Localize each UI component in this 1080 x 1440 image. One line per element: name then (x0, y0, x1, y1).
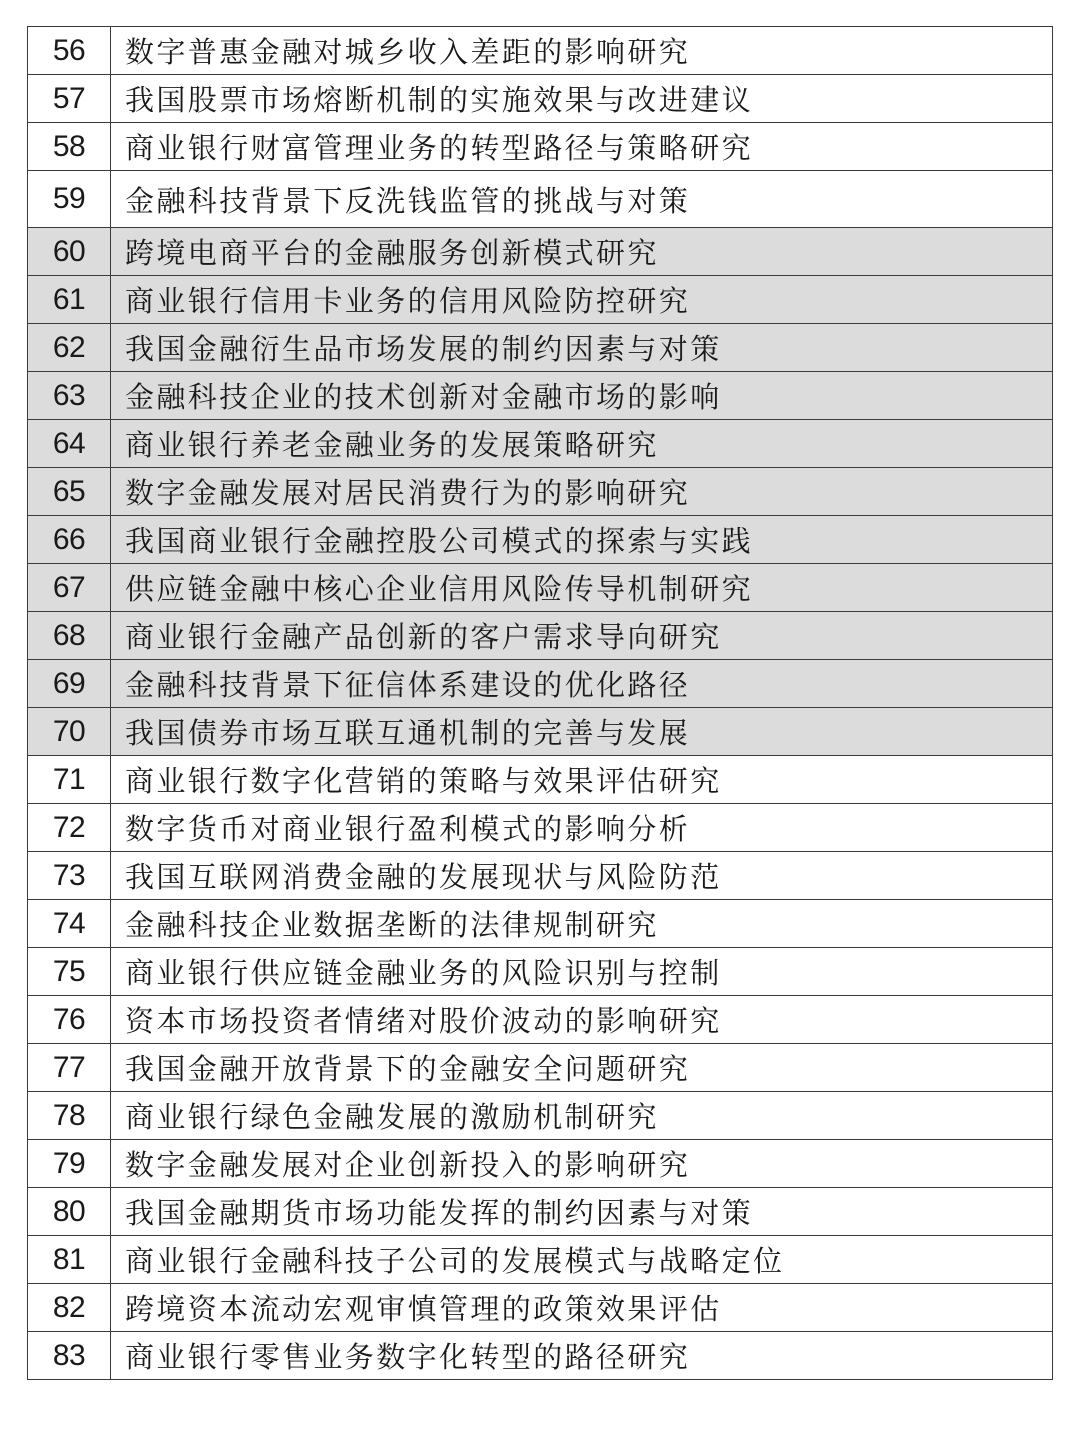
table-row (28, 27, 1053, 75)
row-title: 我国金融衍生品市场发展的制约因素与对策 (111, 324, 1053, 372)
table-row (28, 1044, 1053, 1092)
row-title: 我国互联网消费金融的发展现状与风险防范 (111, 852, 1053, 900)
row-title: 资本市场投资者情绪对股价波动的影响研究 (111, 996, 1053, 1044)
row-number: 77 (28, 1044, 111, 1092)
row-number: 76 (28, 996, 111, 1044)
row-title: 我国股票市场熔断机制的实施效果与改进建议 (111, 75, 1053, 123)
row-title: 供应链金融中核心企业信用风险传导机制研究 (111, 564, 1053, 612)
row-title: 商业银行供应链金融业务的风险识别与控制 (111, 948, 1053, 996)
topic-table (27, 26, 1053, 1380)
table-row (28, 948, 1053, 996)
row-number: 78 (28, 1092, 111, 1140)
row-title: 数字金融发展对居民消费行为的影响研究 (111, 468, 1053, 516)
row-title: 商业银行养老金融业务的发展策略研究 (111, 420, 1053, 468)
row-title: 跨境电商平台的金融服务创新模式研究 (111, 228, 1053, 276)
row-number: 74 (28, 900, 111, 948)
row-number: 57 (28, 75, 111, 123)
table-row (28, 228, 1053, 276)
row-title: 商业银行金融产品创新的客户需求导向研究 (111, 612, 1053, 660)
table-row (28, 1236, 1053, 1284)
row-number: 72 (28, 804, 111, 852)
row-number: 70 (28, 708, 111, 756)
table-row (28, 1188, 1053, 1236)
row-title: 金融科技企业数据垄断的法律规制研究 (111, 900, 1053, 948)
table-row (28, 1332, 1053, 1380)
table-row (28, 276, 1053, 324)
row-number: 81 (28, 1236, 111, 1284)
table-row (28, 612, 1053, 660)
table-row (28, 468, 1053, 516)
row-title: 商业银行零售业务数字化转型的路径研究 (111, 1332, 1053, 1380)
table-row (28, 123, 1053, 171)
row-number: 80 (28, 1188, 111, 1236)
row-number: 63 (28, 372, 111, 420)
row-title: 我国金融开放背景下的金融安全问题研究 (111, 1044, 1053, 1092)
row-number: 61 (28, 276, 111, 324)
table-row (28, 996, 1053, 1044)
topic-table-body (28, 27, 1053, 1380)
table-row (28, 1284, 1053, 1332)
row-number: 58 (28, 123, 111, 171)
row-number: 75 (28, 948, 111, 996)
row-number: 82 (28, 1284, 111, 1332)
row-title: 商业银行信用卡业务的信用风险防控研究 (111, 276, 1053, 324)
row-title: 数字金融发展对企业创新投入的影响研究 (111, 1140, 1053, 1188)
row-number: 59 (28, 171, 111, 228)
row-title: 跨境资本流动宏观审慎管理的政策效果评估 (111, 1284, 1053, 1332)
table-row (28, 804, 1053, 852)
table-row (28, 372, 1053, 420)
row-title: 数字普惠金融对城乡收入差距的影响研究 (111, 27, 1053, 75)
row-title: 数字货币对商业银行盈利模式的影响分析 (111, 804, 1053, 852)
table-row (28, 1092, 1053, 1140)
table-row (28, 756, 1053, 804)
row-title: 商业银行金融科技子公司的发展模式与战略定位 (111, 1236, 1053, 1284)
table-row (28, 564, 1053, 612)
row-title: 商业银行财富管理业务的转型路径与策略研究 (111, 123, 1053, 171)
row-number: 62 (28, 324, 111, 372)
row-number: 69 (28, 660, 111, 708)
row-number: 60 (28, 228, 111, 276)
table-row (28, 1140, 1053, 1188)
row-title: 金融科技企业的技术创新对金融市场的影响 (111, 372, 1053, 420)
row-number: 73 (28, 852, 111, 900)
row-title: 我国债券市场互联互通机制的完善与发展 (111, 708, 1053, 756)
row-title: 我国金融期货市场功能发挥的制约因素与对策 (111, 1188, 1053, 1236)
row-number: 67 (28, 564, 111, 612)
table-row (28, 324, 1053, 372)
row-number: 64 (28, 420, 111, 468)
row-title: 金融科技背景下征信体系建设的优化路径 (111, 660, 1053, 708)
row-number: 68 (28, 612, 111, 660)
row-title: 金融科技背景下反洗钱监管的挑战与对策 (111, 171, 1053, 228)
row-title: 商业银行数字化营销的策略与效果评估研究 (111, 756, 1053, 804)
row-number: 65 (28, 468, 111, 516)
row-number: 79 (28, 1140, 111, 1188)
row-number: 66 (28, 516, 111, 564)
row-number: 56 (28, 27, 111, 75)
table-row (28, 420, 1053, 468)
row-title: 我国商业银行金融控股公司模式的探索与实践 (111, 516, 1053, 564)
row-title: 商业银行绿色金融发展的激励机制研究 (111, 1092, 1053, 1140)
table-row (28, 660, 1053, 708)
table-row (28, 516, 1053, 564)
table-row (28, 708, 1053, 756)
row-number: 71 (28, 756, 111, 804)
table-row (28, 900, 1053, 948)
table-row (28, 75, 1053, 123)
table-row (28, 852, 1053, 900)
row-number: 83 (28, 1332, 111, 1380)
table-row (28, 171, 1053, 228)
